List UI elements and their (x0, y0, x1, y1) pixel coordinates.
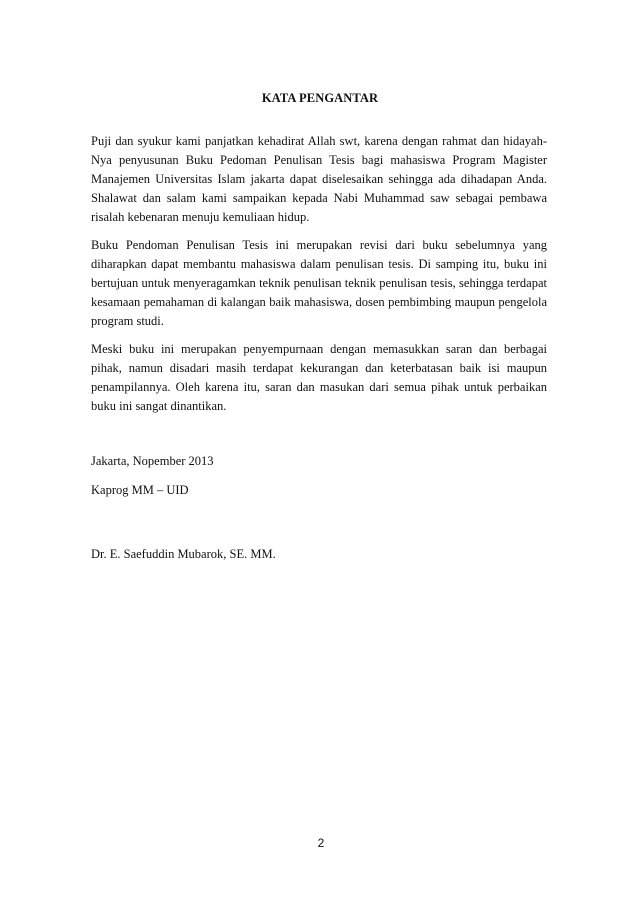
place-date: Jakarta, Nopember 2013 (91, 454, 214, 468)
document-body (91, 90, 547, 564)
page-title: KATA PENGANTAR (261, 91, 379, 105)
paragraph-intro: Puji dan syukur kami panjatkan kehadirat Allah swt, karena dengan rahmat dan hidayah-Nya penyusunan Buku Pedoman Penulisan Tesis bagi mahasiswa Program Magister Manajemen Universitas Islam jakarta dapat diselesaikan sehingga ada dihadapan Anda. Shalawat dan salam kami sampaikan kepada Nabi Muhammad saw sebagai pembawa risalah kebenaran menuju kemuliaan hidup. (91, 134, 547, 224)
signatory-position: Kaprog MM – UID (91, 483, 189, 497)
page-number: 2 (317, 836, 325, 850)
paragraph-purpose: Buku Pendoman Penulisan Tesis ini merupakan revisi dari buku sebelumnya yang diharapkan dapat membantu mahasiswa dalam penulisan tesis. Di samping itu, buku ini bertujuan untuk menyeragamkan teknik penulisan teknik penulisan tesis, sehingga terdapat kesamaan pemahaman di kalangan baik mahasiswa, dosen pembimbing maupun pengelola program studi. (91, 238, 547, 328)
signatory-name: Dr. E. Saefuddin Mubarok, SE. MM. (91, 547, 276, 561)
paragraph-feedback: Meski buku ini merupakan penyempurnaan dengan memasukkan saran dan berbagai pihak, namun disadari masih terdapat kekurangan dan keterbatasan baik isi maupun penampilannya. Oleh karena itu, saran dan masukan dari semua pihak untuk perbaikan buku ini sangat dinantikan. (91, 342, 547, 413)
